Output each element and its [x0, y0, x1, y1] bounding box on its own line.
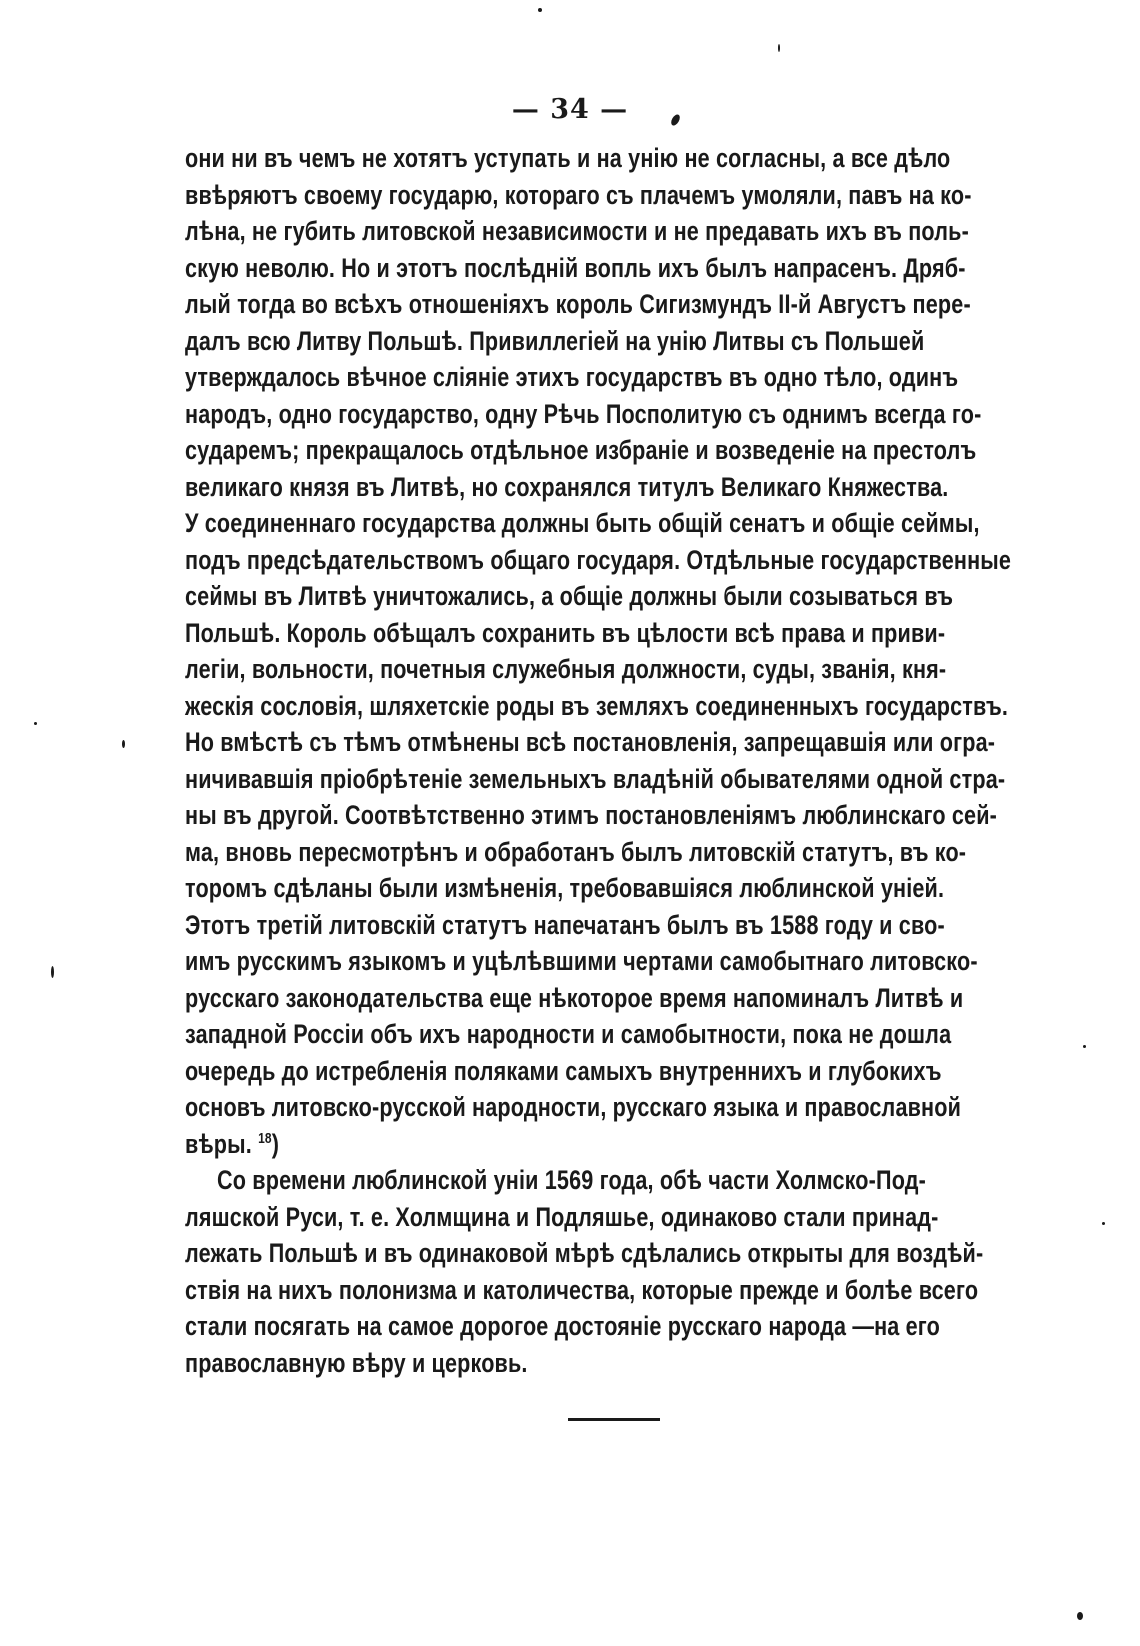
scan-speck — [122, 740, 125, 748]
text-line: очередь до истребленія поляками самыхъ внутреннихъ и глубокихъ — [185, 1055, 942, 1086]
scan-speck — [778, 44, 780, 52]
page-number: — 34 — — [511, 94, 629, 125]
scan-speck — [34, 722, 37, 725]
scan-speck — [51, 966, 54, 978]
footnote-close: ) — [271, 1128, 280, 1159]
scan-speck — [1077, 1612, 1083, 1620]
text-line: великаго князя въ Литвѣ, но сохранялся титулъ Великаго Княжества. — [185, 471, 949, 502]
text-line: лый тогда во всѣхъ отношеніяхъ король Сигизмундъ II-й Августъ пере- — [185, 289, 971, 319]
text-line: сеймы въ Литвѣ уничтожались, а общіе должны были созываться въ — [185, 581, 954, 611]
text-line: далъ всю Литву Польшѣ. Привиллегіей на унію Литвы съ Польшей — [185, 325, 925, 356]
text-line: лѣна, не губить литовской независимости и не предавать ихъ въ поль- — [185, 216, 969, 246]
text-line: ны въ другой. Соотвѣтственно этимъ постановленіямъ люблинскаго сей- — [185, 800, 998, 830]
text-line: жескія сословія, шляхетскіе роды въ земляхъ соединенныхъ государствъ. — [185, 690, 1009, 721]
last-line-text: вѣры. — [185, 1128, 252, 1159]
text-line: имъ русскимъ языкомъ и уцѣлѣвшими чертами самобытнаго литовско- — [185, 946, 978, 976]
text-line: лежать Польшѣ и въ одинаковой мѣрѣ сдѣлались открыты для воздѣй- — [185, 1238, 984, 1268]
scan-speck — [1102, 1222, 1105, 1225]
text-line: У соединеннаго государства должны быть общій сенатъ и общіе сеймы, — [185, 508, 980, 538]
text-line-last — [185, 1126, 870, 1163]
section-end-rule — [568, 1418, 660, 1421]
body-text — [185, 140, 1041, 1381]
text-line: Со времени люблинской уніи 1569 года, обѣ части Холмско-Под- — [217, 1165, 926, 1195]
text-line: православную вѣру и церковь. — [185, 1347, 528, 1378]
text-line: подъ предсѣдательствомъ общаго государя. Отдѣльные государственные — [185, 544, 1012, 575]
text-line: Этотъ третій литовскій статутъ напечатанъ былъ въ 1588 году и сво- — [185, 909, 945, 940]
text-line: они ни въ чемъ не хотятъ уступать и на унію не согласны, а все дѣло — [185, 143, 951, 173]
text-line: стали посягать на самое дорогое достояніе русскаго народа —на его — [185, 1311, 941, 1341]
text-line: Но вмѣстѣ съ тѣмъ отмѣнены всѣ постановленія, запрещавшія или огра- — [185, 727, 996, 757]
paragraph-1 — [185, 140, 1041, 1162]
text-line: западной Россіи объ ихъ народности и самобытности, пока не дошла — [185, 1019, 952, 1049]
text-line: ствія на нихъ полонизма и католичества, которые прежде и болѣе всего — [185, 1274, 979, 1305]
text-line: утверждалось вѣчное сліяніе этихъ государствъ въ одно тѣло, одинъ — [185, 362, 959, 392]
scan-speck — [538, 8, 542, 12]
paragraph-2 — [185, 1162, 1041, 1381]
scan-speck — [1083, 1045, 1086, 1048]
text-line: скую неволю. Но и этотъ послѣдній вопль ихъ былъ напрасенъ. Дряб- — [185, 252, 966, 283]
text-line: русскаго законодательства еще нѣкоторое время напоминалъ Литвѣ и — [185, 982, 964, 1013]
text-line: легіи, вольности, почетныя служебныя должности, суды, званія, кня- — [185, 654, 947, 684]
text-line: Польшѣ. Король обѣщалъ сохранить въ цѣлости всѣ права и приви- — [185, 617, 946, 648]
text-line: основъ литовско-русской народности, русскаго языка и православной — [185, 1092, 962, 1122]
footnote-reference[interactable]: 18 — [258, 1129, 272, 1147]
text-line: торомъ сдѣланы были измѣненія, требовавшіяся люблинской уніей. — [185, 873, 945, 903]
text-line: ма, вновь пересмотрѣнъ и обработанъ былъ литовскій статутъ, въ ко- — [185, 836, 967, 867]
text-line: народъ, одно государство, одну Рѣчь Посполитую съ однимъ всегда го- — [185, 398, 982, 429]
text-line: ляшской Руси, т. е. Холмщина и Подляшье, одинаково стали принад- — [185, 1201, 939, 1232]
text-line: ввѣряютъ своему государю, котораго съ плачемъ умоляли, павъ на ко- — [185, 179, 972, 210]
text-line: ничивавшія пріобрѣтеніе земельныхъ владѣній обывателями одной стра- — [185, 763, 1006, 794]
text-line: сударемъ; прекращалось отдѣльное избраніе и возведеніе на престолъ — [185, 435, 977, 465]
